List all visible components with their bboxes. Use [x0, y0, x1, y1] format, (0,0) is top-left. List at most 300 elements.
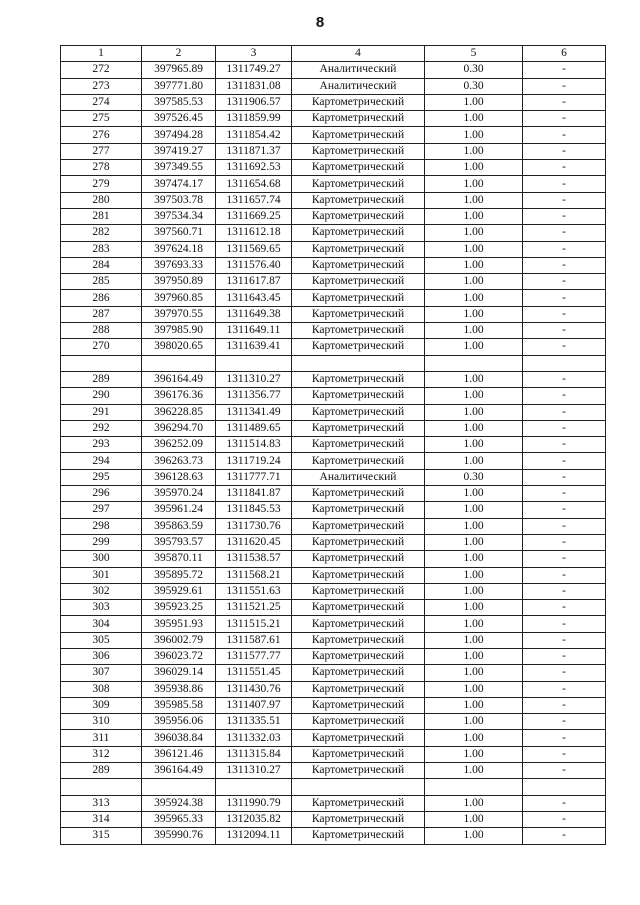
- table-cell: Аналитический: [292, 62, 425, 78]
- table-cell: 1311831.08: [216, 78, 292, 94]
- table-row: [61, 111, 606, 127]
- table-cell: -: [523, 420, 606, 436]
- table-row: [61, 257, 606, 273]
- table-cell: 397950.89: [142, 274, 216, 290]
- table-cell: 1.00: [425, 257, 523, 273]
- empty-cell: [292, 779, 425, 795]
- table-cell: 273: [61, 78, 142, 94]
- table-cell: 398020.65: [142, 339, 216, 355]
- table-cell: 395961.24: [142, 502, 216, 518]
- table-cell: 1.00: [425, 306, 523, 322]
- table-row: [61, 225, 606, 241]
- table-cell: 1311620.45: [216, 534, 292, 550]
- table-row: [61, 78, 606, 94]
- table-cell: -: [523, 518, 606, 534]
- table-cell: Картометрический: [292, 600, 425, 616]
- table-cell: 1.00: [425, 176, 523, 192]
- empty-cell: [61, 355, 142, 371]
- table-cell: -: [523, 306, 606, 322]
- table-cell: 395870.11: [142, 551, 216, 567]
- table-cell: 1.00: [425, 583, 523, 599]
- table-cell: Аналитический: [292, 469, 425, 485]
- table-cell: Картометрический: [292, 583, 425, 599]
- table-cell: 395895.72: [142, 567, 216, 583]
- table-cell: 396252.09: [142, 437, 216, 453]
- table-cell: 286: [61, 290, 142, 306]
- table-cell: 1311551.63: [216, 583, 292, 599]
- table-cell: Картометрический: [292, 306, 425, 322]
- table-cell: -: [523, 371, 606, 387]
- table-cell: 1.00: [425, 828, 523, 844]
- table-cell: 287: [61, 306, 142, 322]
- table-cell: -: [523, 208, 606, 224]
- empty-cell: [61, 779, 142, 795]
- table-cell: 1.00: [425, 111, 523, 127]
- table-cell: 395924.38: [142, 795, 216, 811]
- table-cell: 313: [61, 795, 142, 811]
- table-cell: 1.00: [425, 746, 523, 762]
- table-cell: 1311538.57: [216, 551, 292, 567]
- table-cell: 397526.45: [142, 111, 216, 127]
- table-cell: 1311569.65: [216, 241, 292, 257]
- table-cell: 396128.63: [142, 469, 216, 485]
- table-cell: Картометрический: [292, 290, 425, 306]
- table-cell: 310: [61, 714, 142, 730]
- table-cell: 282: [61, 225, 142, 241]
- table-cell: 396121.46: [142, 746, 216, 762]
- table-cell: 1.00: [425, 697, 523, 713]
- table-cell: 288: [61, 323, 142, 339]
- table-cell: Картометрический: [292, 551, 425, 567]
- table-cell: 1311617.87: [216, 274, 292, 290]
- table-cell: 395956.06: [142, 714, 216, 730]
- table-cell: 291: [61, 404, 142, 420]
- table-cell: 397560.71: [142, 225, 216, 241]
- table-cell: 1311845.53: [216, 502, 292, 518]
- table-cell: 396038.84: [142, 730, 216, 746]
- table-cell: 283: [61, 241, 142, 257]
- empty-cell: [216, 779, 292, 795]
- table-cell: 1311990.79: [216, 795, 292, 811]
- table-cell: 396164.49: [142, 371, 216, 387]
- table-cell: 397585.53: [142, 94, 216, 110]
- table-row: [61, 567, 606, 583]
- table-cell: -: [523, 94, 606, 110]
- table-row: [61, 730, 606, 746]
- table-cell: 1311749.27: [216, 62, 292, 78]
- table-cell: 1311854.42: [216, 127, 292, 143]
- table-row: [61, 306, 606, 322]
- header-cell: 5: [425, 46, 523, 62]
- table-cell: 1311871.37: [216, 143, 292, 159]
- table-cell: 395990.76: [142, 828, 216, 844]
- table-cell: 1311654.68: [216, 176, 292, 192]
- table-cell: 1311577.77: [216, 648, 292, 664]
- table-cell: 1.00: [425, 730, 523, 746]
- table-cell: 294: [61, 453, 142, 469]
- table-cell: -: [523, 730, 606, 746]
- table-cell: 397970.55: [142, 306, 216, 322]
- table-cell: 397960.85: [142, 290, 216, 306]
- table-row: [61, 746, 606, 762]
- table-cell: 1311643.45: [216, 290, 292, 306]
- table-cell: 285: [61, 274, 142, 290]
- table-cell: 1.00: [425, 143, 523, 159]
- table-cell: 396002.79: [142, 632, 216, 648]
- table-cell: Картометрический: [292, 257, 425, 273]
- table-cell: 1311310.27: [216, 763, 292, 779]
- table-cell: Картометрический: [292, 94, 425, 110]
- table-cell: 1311841.87: [216, 486, 292, 502]
- table-cell: -: [523, 225, 606, 241]
- table-cell: Картометрический: [292, 632, 425, 648]
- table-cell: 1.00: [425, 648, 523, 664]
- table-cell: 284: [61, 257, 142, 273]
- table-cell: -: [523, 437, 606, 453]
- table-cell: 301: [61, 567, 142, 583]
- table-row: [61, 274, 606, 290]
- table-row: [61, 323, 606, 339]
- table-row: [61, 616, 606, 632]
- table-cell: Картометрический: [292, 404, 425, 420]
- table-cell: 1311730.76: [216, 518, 292, 534]
- table-cell: 1.00: [425, 534, 523, 550]
- table-cell: 1.00: [425, 208, 523, 224]
- table-cell: 1311332.03: [216, 730, 292, 746]
- table-cell: Картометрический: [292, 811, 425, 827]
- table-cell: 395923.25: [142, 600, 216, 616]
- table-cell: 1.00: [425, 339, 523, 355]
- table-cell: 0.30: [425, 78, 523, 94]
- coordinates-table: [60, 45, 606, 845]
- table-cell: 312: [61, 746, 142, 762]
- table-cell: 397419.27: [142, 143, 216, 159]
- table-cell: Картометрический: [292, 534, 425, 550]
- table-cell: 307: [61, 665, 142, 681]
- table-cell: Картометрический: [292, 795, 425, 811]
- table-cell: 396294.70: [142, 420, 216, 436]
- table-cell: 396263.73: [142, 453, 216, 469]
- table-cell: 396176.36: [142, 388, 216, 404]
- table-cell: -: [523, 127, 606, 143]
- table-cell: 296: [61, 486, 142, 502]
- table-cell: -: [523, 600, 606, 616]
- table-cell: 1311576.40: [216, 257, 292, 273]
- table-row: [61, 648, 606, 664]
- table-cell: 1.00: [425, 404, 523, 420]
- table-cell: 1311719.24: [216, 453, 292, 469]
- table-cell: 395793.57: [142, 534, 216, 550]
- table-row: [61, 192, 606, 208]
- header-cell: 3: [216, 46, 292, 62]
- table-cell: 277: [61, 143, 142, 159]
- table-row: [61, 632, 606, 648]
- table-cell: 289: [61, 763, 142, 779]
- table-cell: 395951.93: [142, 616, 216, 632]
- table-cell: 396029.14: [142, 665, 216, 681]
- table-cell: -: [523, 648, 606, 664]
- table-cell: Картометрический: [292, 371, 425, 387]
- table-cell: 1311356.77: [216, 388, 292, 404]
- table-cell: 1312035.82: [216, 811, 292, 827]
- table-cell: 397474.17: [142, 176, 216, 192]
- table-cell: -: [523, 551, 606, 567]
- table-row: [61, 453, 606, 469]
- table-cell: 311: [61, 730, 142, 746]
- table-cell: 272: [61, 62, 142, 78]
- table-cell: 1311859.99: [216, 111, 292, 127]
- table-cell: Картометрический: [292, 241, 425, 257]
- table-cell: 395970.24: [142, 486, 216, 502]
- table-row: [61, 143, 606, 159]
- empty-cell: [292, 355, 425, 371]
- table-cell: 397965.89: [142, 62, 216, 78]
- table-cell: 396023.72: [142, 648, 216, 664]
- table-cell: 1.00: [425, 681, 523, 697]
- table-cell: Картометрический: [292, 176, 425, 192]
- header-row: [61, 46, 606, 62]
- table-row: [61, 551, 606, 567]
- table-cell: Картометрический: [292, 453, 425, 469]
- page-number: 8: [315, 14, 325, 31]
- table-cell: 270: [61, 339, 142, 355]
- table-cell: 397985.90: [142, 323, 216, 339]
- table-cell: Картометрический: [292, 681, 425, 697]
- table-cell: -: [523, 795, 606, 811]
- table-cell: 278: [61, 160, 142, 176]
- table-cell: 1.00: [425, 160, 523, 176]
- table-cell: -: [523, 583, 606, 599]
- table-cell: 395985.58: [142, 697, 216, 713]
- table-cell: Картометрический: [292, 665, 425, 681]
- table-cell: -: [523, 567, 606, 583]
- table-cell: Картометрический: [292, 828, 425, 844]
- table-cell: 1311515.21: [216, 616, 292, 632]
- table-cell: 314: [61, 811, 142, 827]
- table-cell: 1.00: [425, 600, 523, 616]
- table-cell: Картометрический: [292, 339, 425, 355]
- table-cell: -: [523, 62, 606, 78]
- table-row: [61, 795, 606, 811]
- table-cell: 1311489.65: [216, 420, 292, 436]
- table-cell: -: [523, 714, 606, 730]
- table-cell: -: [523, 681, 606, 697]
- table-cell: 1311669.25: [216, 208, 292, 224]
- table-row: [61, 811, 606, 827]
- table-row: [61, 502, 606, 518]
- table-cell: 1311310.27: [216, 371, 292, 387]
- table-cell: 1.00: [425, 714, 523, 730]
- table-cell: 280: [61, 192, 142, 208]
- table-cell: 1311551.45: [216, 665, 292, 681]
- table-cell: -: [523, 486, 606, 502]
- table-cell: -: [523, 78, 606, 94]
- table-row: [61, 160, 606, 176]
- table-row: [61, 437, 606, 453]
- table-cell: -: [523, 290, 606, 306]
- table-cell: -: [523, 697, 606, 713]
- table-cell: -: [523, 339, 606, 355]
- table-cell: 1.00: [425, 453, 523, 469]
- table-cell: 1.00: [425, 290, 523, 306]
- table-cell: Картометрический: [292, 127, 425, 143]
- table-cell: 397624.18: [142, 241, 216, 257]
- table-cell: -: [523, 257, 606, 273]
- table-cell: 295: [61, 469, 142, 485]
- table-cell: Картометрический: [292, 388, 425, 404]
- table-cell: Картометрический: [292, 274, 425, 290]
- table-cell: 1.00: [425, 763, 523, 779]
- table-cell: 397693.33: [142, 257, 216, 273]
- table-cell: -: [523, 746, 606, 762]
- table-cell: 395929.61: [142, 583, 216, 599]
- table-cell: 303: [61, 600, 142, 616]
- table-row: [61, 339, 606, 355]
- table-cell: -: [523, 274, 606, 290]
- table-cell: 1311407.97: [216, 697, 292, 713]
- table-cell: 1311335.51: [216, 714, 292, 730]
- table-cell: Картометрический: [292, 225, 425, 241]
- table-cell: Картометрический: [292, 763, 425, 779]
- table-cell: 1.00: [425, 371, 523, 387]
- empty-cell: [142, 355, 216, 371]
- empty-cell: [216, 355, 292, 371]
- table-cell: 1.00: [425, 795, 523, 811]
- table-cell: 290: [61, 388, 142, 404]
- table-cell: 1311657.74: [216, 192, 292, 208]
- table-cell: Картометрический: [292, 486, 425, 502]
- table-cell: 1.00: [425, 420, 523, 436]
- empty-cell: [142, 779, 216, 795]
- table-cell: 395965.33: [142, 811, 216, 827]
- table-row: [61, 404, 606, 420]
- table-cell: 275: [61, 111, 142, 127]
- table-cell: 1.00: [425, 486, 523, 502]
- table-cell: -: [523, 763, 606, 779]
- empty-cell: [523, 779, 606, 795]
- table-cell: -: [523, 616, 606, 632]
- table-cell: 1311521.25: [216, 600, 292, 616]
- table-cell: 308: [61, 681, 142, 697]
- table-cell: 1311639.41: [216, 339, 292, 355]
- table-cell: -: [523, 192, 606, 208]
- table-row: [61, 62, 606, 78]
- table-cell: -: [523, 143, 606, 159]
- table-row: [61, 714, 606, 730]
- table-row: [61, 469, 606, 485]
- table-cell: 309: [61, 697, 142, 713]
- header-cell: 4: [292, 46, 425, 62]
- table-cell: 1.00: [425, 567, 523, 583]
- table-row: [61, 681, 606, 697]
- table-cell: 0.30: [425, 469, 523, 485]
- table-cell: 1.00: [425, 632, 523, 648]
- table-cell: 1311649.11: [216, 323, 292, 339]
- table-cell: 1311649.38: [216, 306, 292, 322]
- table-row: [61, 763, 606, 779]
- table-row: [61, 127, 606, 143]
- table-cell: 1311612.18: [216, 225, 292, 241]
- table-cell: Картометрический: [292, 160, 425, 176]
- table-cell: 1.00: [425, 192, 523, 208]
- table-row: [61, 208, 606, 224]
- table-row: [61, 583, 606, 599]
- table-cell: 396228.85: [142, 404, 216, 420]
- table-row: [61, 828, 606, 844]
- table-cell: -: [523, 632, 606, 648]
- table-cell: -: [523, 502, 606, 518]
- table-cell: 1311906.57: [216, 94, 292, 110]
- table-cell: 1311315.84: [216, 746, 292, 762]
- table-cell: 397503.78: [142, 192, 216, 208]
- table-cell: 1.00: [425, 437, 523, 453]
- table-cell: Картометрический: [292, 502, 425, 518]
- table-cell: 397534.34: [142, 208, 216, 224]
- table-cell: 395938.86: [142, 681, 216, 697]
- table-cell: 1.00: [425, 225, 523, 241]
- table-cell: 315: [61, 828, 142, 844]
- table-cell: Картометрический: [292, 208, 425, 224]
- table-cell: 1.00: [425, 241, 523, 257]
- empty-cell: [425, 779, 523, 795]
- table-row: [61, 388, 606, 404]
- table-cell: 396164.49: [142, 763, 216, 779]
- table-cell: -: [523, 111, 606, 127]
- table-cell: 397494.28: [142, 127, 216, 143]
- table-row: [61, 176, 606, 192]
- table-row: [61, 290, 606, 306]
- table-cell: 1311777.71: [216, 469, 292, 485]
- table-cell: -: [523, 665, 606, 681]
- table-cell: 276: [61, 127, 142, 143]
- table-cell: 298: [61, 518, 142, 534]
- table-cell: 305: [61, 632, 142, 648]
- table-cell: Картометрический: [292, 111, 425, 127]
- table-cell: Картометрический: [292, 697, 425, 713]
- table-cell: 306: [61, 648, 142, 664]
- table-cell: -: [523, 160, 606, 176]
- table-cell: -: [523, 404, 606, 420]
- table-cell: 1.00: [425, 94, 523, 110]
- table-cell: Картометрический: [292, 518, 425, 534]
- table-cell: 299: [61, 534, 142, 550]
- table-cell: 289: [61, 371, 142, 387]
- table-cell: 1.00: [425, 665, 523, 681]
- table-cell: 1311341.49: [216, 404, 292, 420]
- table-cell: -: [523, 176, 606, 192]
- table-cell: Картометрический: [292, 143, 425, 159]
- table-cell: 1312094.11: [216, 828, 292, 844]
- table-cell: -: [523, 469, 606, 485]
- table-cell: Картометрический: [292, 567, 425, 583]
- table-cell: -: [523, 388, 606, 404]
- table-cell: 1311587.61: [216, 632, 292, 648]
- table-cell: 0.30: [425, 62, 523, 78]
- empty-cell: [425, 355, 523, 371]
- table-cell: Аналитический: [292, 78, 425, 94]
- header-cell: 1: [61, 46, 142, 62]
- header-cell: 2: [142, 46, 216, 62]
- empty-cell: [523, 355, 606, 371]
- table-cell: 1.00: [425, 388, 523, 404]
- table-cell: 1.00: [425, 811, 523, 827]
- table-cell: Картометрический: [292, 192, 425, 208]
- table-cell: 281: [61, 208, 142, 224]
- table-cell: 279: [61, 176, 142, 192]
- table-cell: 397771.80: [142, 78, 216, 94]
- table-cell: Картометрический: [292, 648, 425, 664]
- table-cell: 274: [61, 94, 142, 110]
